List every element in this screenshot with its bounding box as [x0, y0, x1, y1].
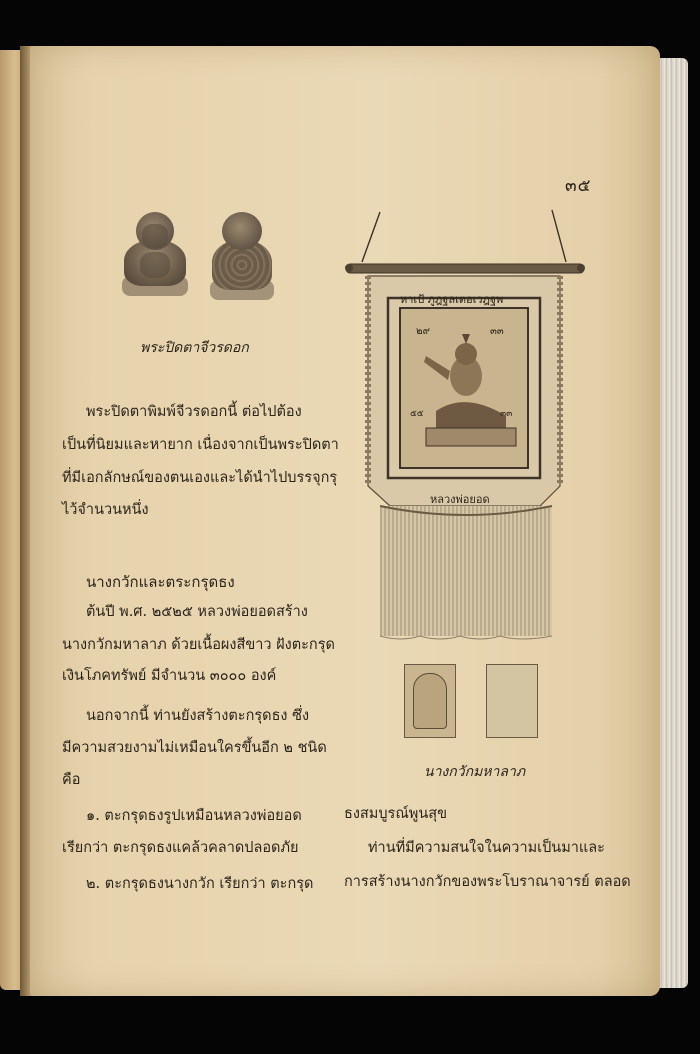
left-paragraph-1-line-3: ที่มีเอกลักษณ์ของตนเองและได้นำไปบรรจุกรุ [62, 470, 338, 486]
right-paragraph-1-line-1: ธงสมบูรณ์พูนสุข [344, 806, 448, 822]
list-item-1-line-1: ๑. ตะกรุดธงรูปเหมือนหลวงพ่อยอด [86, 808, 302, 824]
banner-top-text: หาเป้ ภูฎฐลเตอเวฎฐพ [400, 293, 504, 306]
left-paragraph-1-line-2: เป็นที่นิยมและหายาก เนื่องจากเป็นพระปิดตา [62, 437, 339, 453]
nang-kwak-amulet-back [486, 664, 538, 738]
left-paragraph-3-line-3: คือ [62, 772, 81, 788]
left-paragraph-2-line-3: เงินโภคทรัพย์ มีจำนวน ๓๐๐๐ องค์ [62, 668, 277, 684]
amulet-photo-back [208, 212, 276, 304]
left-paragraph-3-line-1: นอกจากนี้ ท่านยังสร้างตะกรุดธง ซึ่ง [86, 708, 310, 724]
section-heading: นางกวักและตระกรุดธง [86, 573, 235, 591]
svg-text:๕๕: ๕๕ [410, 409, 424, 419]
left-paragraph-2-line-2: นางกวักมหาลาภ ด้วยเนื้อผงสีขาว ฝังตะกรุด [62, 637, 335, 653]
stamp-caption: นางกวักมหาลาภ [424, 764, 526, 780]
list-item-2-line-1: ๒. ตะกรุดธงนางกวัก เรียกว่า ตะกรุด [86, 876, 314, 892]
svg-text:๓๓: ๓๓ [500, 409, 513, 419]
left-paragraph-3-line-2: มีความสวยงามไม่เหมือนใครขึ้นอีก ๒ ชนิด [62, 740, 327, 756]
left-paragraph-2-line-1: ต้นปี พ.ศ. ๒๕๒๕ หลวงพ่อยอดสร้าง [86, 604, 308, 620]
svg-text:๓๓: ๓๓ [490, 326, 504, 337]
page-number: ๓๕ [565, 176, 592, 196]
left-paragraph-1-line-1: พระปิดตาพิมพ์จีวรดอกนี้ ต่อไปต้อง [86, 404, 302, 420]
banner-illustration [340, 206, 590, 656]
svg-text:๒๙: ๒๙ [416, 326, 430, 337]
nang-kwak-amulet-front [404, 664, 456, 738]
right-paragraph-2-line-2: การสร้างนางกวักของพระโบราณาจารย์ ตลอด [344, 874, 631, 890]
banner-bottom-text: หลวงพ่อยอด [430, 493, 490, 506]
amulet-caption: พระปิดตาจีวรดอก [140, 340, 249, 356]
list-item-1-line-2: เรียกว่า ตะกรุดธงแคล้วคลาดปลอดภัย [62, 840, 299, 856]
amulet-photo-front [118, 210, 192, 302]
right-paragraph-2-line-1: ท่านที่มีความสนใจในความเป็นมาและ [368, 840, 605, 856]
left-paragraph-1-line-4: ไว้จำนวนหนึ่ง [62, 502, 149, 518]
